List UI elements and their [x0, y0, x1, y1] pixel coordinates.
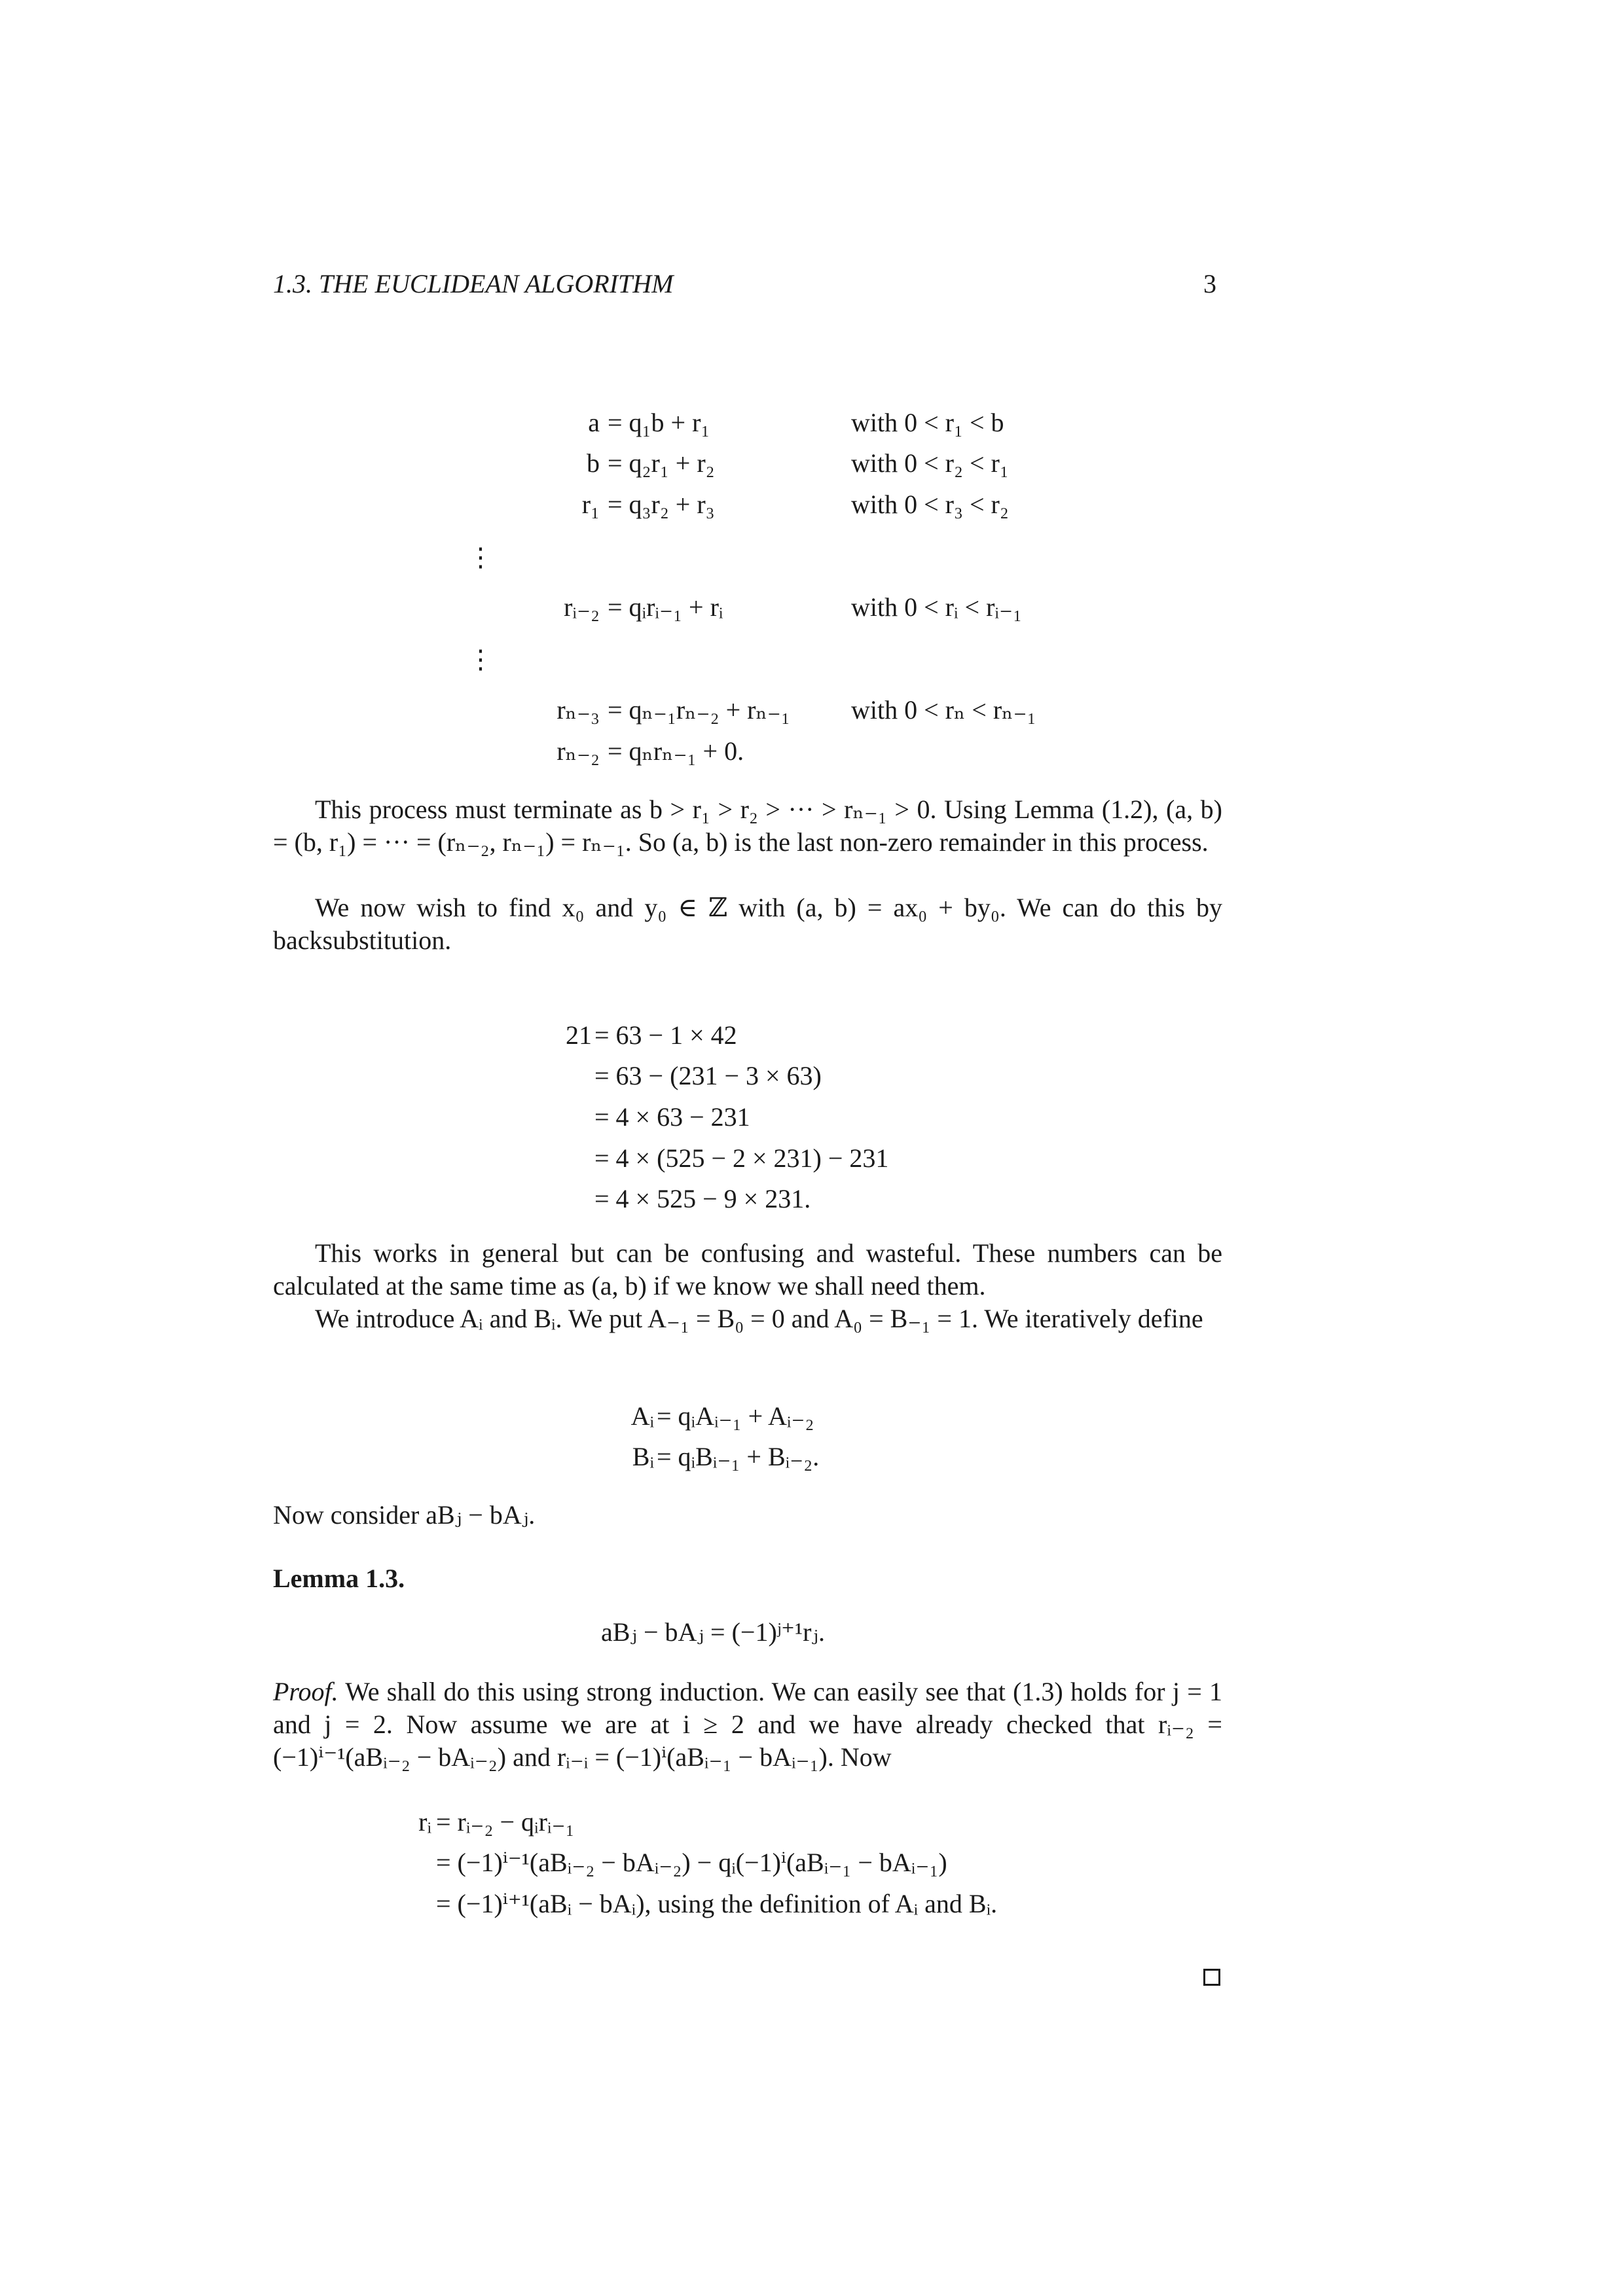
- recurrence-lhs: Aᵢ: [630, 1401, 654, 1431]
- qed-square: [1203, 1969, 1220, 1986]
- paragraph-backsubstitution: We now wish to find x₀ and y₀ ∈ ℤ with (a, b) = ax₀ + by₀. We can do this by backsubstitution.: [273, 893, 1222, 955]
- paragraph-general: This works in general but can be confusing and wasteful. These numbers can be calculated at the same time as (a, b) if we know we shall need them.: [273, 1238, 1222, 1300]
- division-rhs: = q₁b + r₁: [608, 408, 710, 437]
- backsub-lhs: 21: [566, 1020, 592, 1050]
- division-lhs: rᵢ₋₂: [564, 592, 600, 622]
- backsub-rhs: = 4 × (525 − 2 × 231) − 231: [594, 1143, 889, 1173]
- proof-text: We shall do this using strong induction. We can easily see that (1.3) holds for j = 1 and j = 2. Now assume we are at i ≥ 2 and we have already checked that rᵢ₋₂ = (−1)ⁱ⁻¹(aBᵢ₋₂ − bAᵢ₋₂) and rᵢ₋ᵢ = (−1)ⁱ(aBᵢ₋₁ − bAᵢ₋₁). Now: [273, 1677, 1223, 1772]
- division-rhs: = q₃r₂ + r₃: [608, 490, 715, 519]
- proof-rhs: = rᵢ₋₂ − qᵢrᵢ₋₁: [436, 1807, 575, 1837]
- division-condition: with 0 < r₂ < r₁: [851, 448, 1009, 478]
- backsub-rhs: = 4 × 525 − 9 × 231.: [594, 1184, 811, 1213]
- division-rhs: = qₙrₙ₋₁ + 0.: [608, 736, 744, 766]
- division-condition: with 0 < r₃ < r₂: [851, 490, 1009, 519]
- proof-rhs: = (−1)ⁱ⁻¹(aBᵢ₋₂ − bAᵢ₋₂) − qᵢ(−1)ⁱ(aBᵢ₋₁ − bAᵢ₋₁): [436, 1848, 947, 1877]
- recurrence-lhs: Bᵢ: [632, 1442, 654, 1471]
- recurrence-rhs: = qᵢBᵢ₋₁ + Bᵢ₋₂.: [657, 1442, 820, 1471]
- recurrence-rhs: = qᵢAᵢ₋₁ + Aᵢ₋₂: [657, 1401, 814, 1431]
- backsub-rhs: = 63 − (231 − 3 × 63): [594, 1061, 822, 1090]
- division-rhs: = qᵢrᵢ₋₁ + rᵢ: [608, 592, 723, 622]
- vertical-ellipsis: ⋮: [467, 645, 494, 674]
- division-condition: with 0 < r₁ < b: [851, 408, 1004, 437]
- division-condition: with 0 < rₙ < rₙ₋₁: [851, 695, 1036, 725]
- division-condition: with 0 < rᵢ < rᵢ₋₁: [851, 592, 1023, 622]
- proof-label: Proof.: [273, 1677, 338, 1706]
- paragraph-termination: This process must terminate as b > r₁ > r₂ > ··· > rₙ₋₁ > 0. Using Lemma (1.2), (a, b) = (b, r₁) = ··· = (rₙ₋₂, rₙ₋₁) = rₙ₋₁. So (a, b) is the last non-zero remainder in this process.: [273, 795, 1222, 857]
- backsub-rhs: = 4 × 63 − 231: [594, 1102, 750, 1132]
- page-number: 3: [1203, 269, 1216, 298]
- division-lhs: r₁: [581, 490, 600, 519]
- proof-paragraph: [273, 1676, 1222, 1774]
- lemma-label: Lemma 1.3.: [273, 1564, 405, 1593]
- division-rhs: = q₂r₁ + r₂: [608, 448, 715, 478]
- lemma-statement: aBⱼ − bAⱼ = (−1)ʲ⁺¹rⱼ.: [601, 1617, 825, 1647]
- running-title: 1.3. THE EUCLIDEAN ALGORITHM: [273, 269, 674, 298]
- division-lhs: rₙ₋₃: [556, 695, 600, 725]
- division-lhs: a: [588, 408, 600, 437]
- division-lhs: rₙ₋₂: [556, 736, 600, 766]
- division-lhs: b: [587, 448, 600, 478]
- paragraph-consider: Now consider aBⱼ − bAⱼ.: [273, 1500, 536, 1530]
- vertical-ellipsis: ⋮: [467, 543, 494, 572]
- paragraph-introduce: We introduce Aᵢ and Bᵢ. We put A₋₁ = B₀ = 0 and A₀ = B₋₁ = 1. We iteratively define: [315, 1304, 1203, 1333]
- proof-rhs: = (−1)ⁱ⁺¹(aBᵢ − bAᵢ), using the definition of Aᵢ and Bᵢ.: [436, 1889, 998, 1918]
- division-rhs: = qₙ₋₁rₙ₋₂ + rₙ₋₁: [608, 695, 790, 725]
- proof-lhs: rᵢ: [418, 1807, 431, 1837]
- backsub-rhs: = 63 − 1 × 42: [594, 1020, 737, 1050]
